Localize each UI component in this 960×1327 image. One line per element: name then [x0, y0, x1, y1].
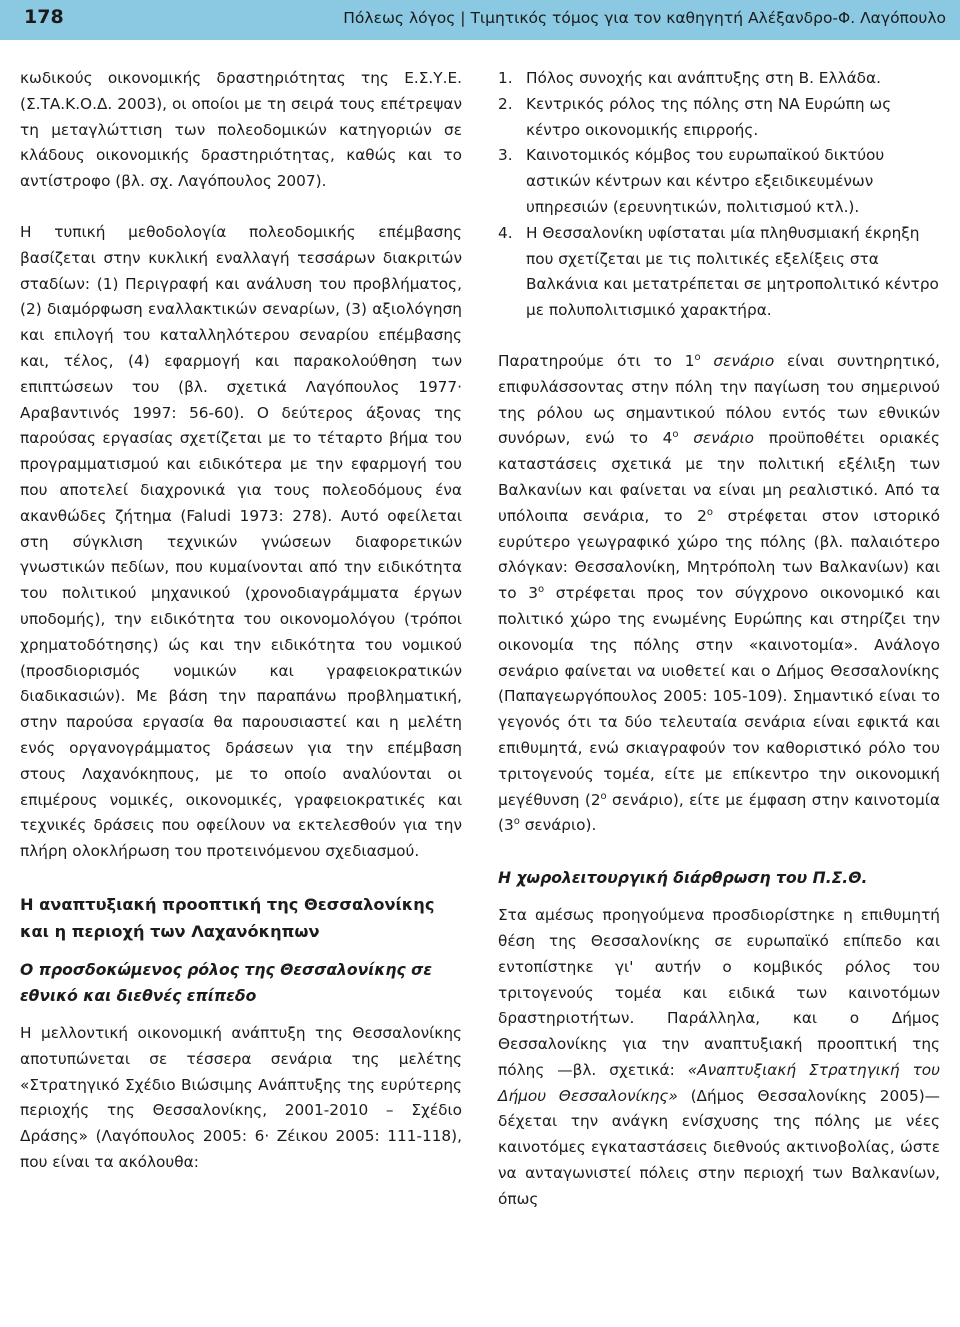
list-text: Κεντρικός ρόλος της πόλης στη ΝΑ Ευρώπη ως κέντρο οικονομικής επιρροής.: [526, 94, 892, 139]
list-item: [498, 92, 940, 144]
section-heading: Η αναπτυξιακή προοπτική της Θεσσαλονίκης και η περιοχή των Λαχανόκηπων: [20, 894, 435, 941]
paragraph: Η μελλοντική οικονομική ανάπτυξη της Θεσσαλονίκης αποτυπώνεται σε τέσσερα σενάρια της μελέτης «Στρατηγικό Σχέδιο Βιώσιμης Ανάπτυξης της ευρύτερης περιοχής της Θεσσαλονίκης, 2001-2010 – Σχέδιο Δράσης» (Λαγόπουλος 2005: 6· Ζέικου 2005: 111-118), που είναι τα ακόλουθα:: [20, 1023, 462, 1171]
list-number: 1.: [498, 69, 513, 87]
running-header: [0, 0, 960, 40]
list-number: 3.: [498, 146, 513, 165]
page-number: 178: [24, 6, 64, 28]
paragraph: Η τυπική μεθοδολογία πολεοδομικής επέμβασης βασίζεται στην κυκλική εναλλαγή τεσσάρων διακριτών σταδίων: (1) Περιγραφή και ανάλυση του προβλήματος, (2) διαμόρφωση εναλλακτικών σεναρίων, (3) αξιολόγηση και επιλογή του καταλληλότερου σεναρίου επέμβασης και, τέλος, (4) εφαρμογή και παρακολούθηση των επιπτώσεων του (βλ. σχετικά Λαγόπουλος 1977· Αραβαντινός 1997: 56-60). Ο δεύτερος άξονας της παρούσας εργασίας σχετίζεται με το τέταρτο βήμα του προγραμματισμού και ειδικότερα με την εφαρμογή του που αποτελεί διαχρονικά για τους πολεοδόμους ένα ακανθώδες ζήτημα (Faludi 1973: 278). Αυτό οφείλεται στη σύγκλιση τεχνικών γνώσεων διαφορετικών γνωστικών πεδίων, που κυμαίνονται από την ειδικότητα του πολιτικού μηχανικού (χρονοδιαγράμματα έργων υποδομής), την ειδικότητα του οικονομολόγου (τρόποι χρηματοδότησης) ώς και την ειδικότητα του νομικού (προσδιορισμός νομικών και γραφειοκρατικών διαδικασιών). Με βάση την παραπάνω προβληματική, στην παρούσα εργασία θα παρουσιαστεί και η μελέτη ενός οργανογράμματος δράσεων για την επέμβαση στους Λαχανόκηπους, με το οποίο αναλύονται οι επιμέρους νομικές, οικονομικές, γραφειοκρατικές και τεχνικές δράσεις που οφείλουν να εκτελεσθούν για την πλήρη ολοκλήρωση του προτεινόμενου σχεδιασμού.: [20, 222, 462, 861]
list-item: [498, 143, 940, 220]
paragraph: Στα αμέσως προηγούμενα προσδιορίστηκε η επιθυμητή θέση της Θεσσαλονίκης σε ευρωπαϊκό επίπεδο και εντοπίστηκε γι' αυτήν ο κομβικός ρόλος του τριτογενούς τομέα και ειδικά των καινοτόμων δραστηριοτήτων. Παράλληλα, και ο Δήμος Θεσσαλονίκης για την αναπτυξιακή προοπτική της πόλης —βλ. σχετικά: «Αναπτυξιακή Στρατηγική του Δήμου Θεσσαλονίκης» (Δήμος Θεσσαλονίκης 2005)— δέχεται την ανάγκη ενίσχυσης της πόλης με νέες καινοτόμες εγκαταστάσεις διεθνούς ακτινοβολίας, ώστε να ανταγωνιστεί πόλεις στην περιοχή των Βαλκανίων, όπως: [498, 906, 940, 1208]
list-text: Καινοτομικός κόμβος του ευρωπαϊκού δικτύου αστικών κέντρων και κέντρο εξειδικευμένων υπηρεσιών (ερευνητικών, πολιτισμού κτλ.).: [526, 146, 885, 216]
list-text: Πόλος συνοχής και ανάπτυξης στη Β. Ελλάδα.: [526, 69, 881, 87]
list-number: 4.: [498, 223, 513, 242]
running-title: Πόλεως λόγος | Τιμητικός τόμος για τον καθηγητή Αλέξανδρο-Φ. Λαγόπουλο: [343, 9, 946, 27]
list-number: 2.: [498, 94, 513, 113]
right-column: [498, 66, 940, 1213]
subsection-heading: Ο προσδοκώμενος ρόλος της Θεσσαλονίκης σε εθνικό και διεθνές επίπεδο: [20, 960, 433, 1005]
list-text: Η Θεσσαλονίκη υφίσταται μία πληθυσμιακή έκρηξη που σχετίζεται με τις πολιτικές εξελίξεις στα Βαλκάνια και μετατρέπεται σε μητροπολιτικό κέντρο με πολυπολιτισμικό χαρακτήρα.: [526, 223, 939, 320]
left-column: [20, 66, 462, 1176]
scenario-list: [498, 66, 940, 324]
paragraph: Παρατηρούμε ότι το $1^o$ σενάριο είναι συντηρητικό, επιφυλάσσοντας στην πόλη την παγίωση του σημερινού της ρόλου ως σημαντικού πόλου εντός των εθνικών συνόρων, ενώ το $4^o$ σενάριο προϋποθέτει οριακές καταστάσεις σχετικά με την πολιτική εξέλιξη των Βαλκανίων και φαίνεται να είναι μη ρεαλιστικό. Από τα υπόλοιπα σενάρια, το $2^o$ στρέφεται στον ιστορικό ευρύτερο γεωγραφικό χώρο της πόλης (βλ. παλαιότερο σλόγκαν: Θεσσαλονίκη, Μητρόπολη των Βαλκανίων) και το $3^o$ στρέφεται προς τον σύγχρονο οικονομικό και πολιτικό χώρο της ενωμένης Ευρώπης και στηρίζει την οικονομία της πόλης στην «καινοτομία». Ανάλογο σενάριο φαίνεται να υιοθετεί και ο Δήμος Θεσσαλονίκης (Παπαγεωργόπουλος 2005: 105-109). Σημαντικό είναι το γεγονός ότι τα δύο τελευταία σενάρια είναι εφικτά και επιθυμητά, ενώ σκιαγραφούν τον καθοριστικό ρόλο του τριτογενούς τομέα, είτε με επίκεντρο την οικονομική μεγέθυνση ($2^o$ σενάριο), είτε με έμφαση στην καινοτομία ($3^o$ σενάριο).: [498, 351, 941, 835]
list-item: [498, 66, 940, 92]
paragraph: κωδικούς οικονομικής δραστηριότητας της Ε.Σ.Υ.Ε. (Σ.ΤΑ.Κ.Ο.Δ. 2003), οι οποίοι με τη σειρά τους επέτρεψαν τη μεταγλώττιση των πολεοδομικών κατηγοριών σε κλάδους οικονομικής δραστηριότητας, καθώς και το αντίστροφο (βλ. σχ. Λαγόπουλος 2007).: [20, 69, 462, 191]
list-item: [498, 221, 940, 324]
subsection-heading: Η χωρολειτουργική διάρθρωση του Π.Σ.Θ.: [498, 869, 868, 888]
